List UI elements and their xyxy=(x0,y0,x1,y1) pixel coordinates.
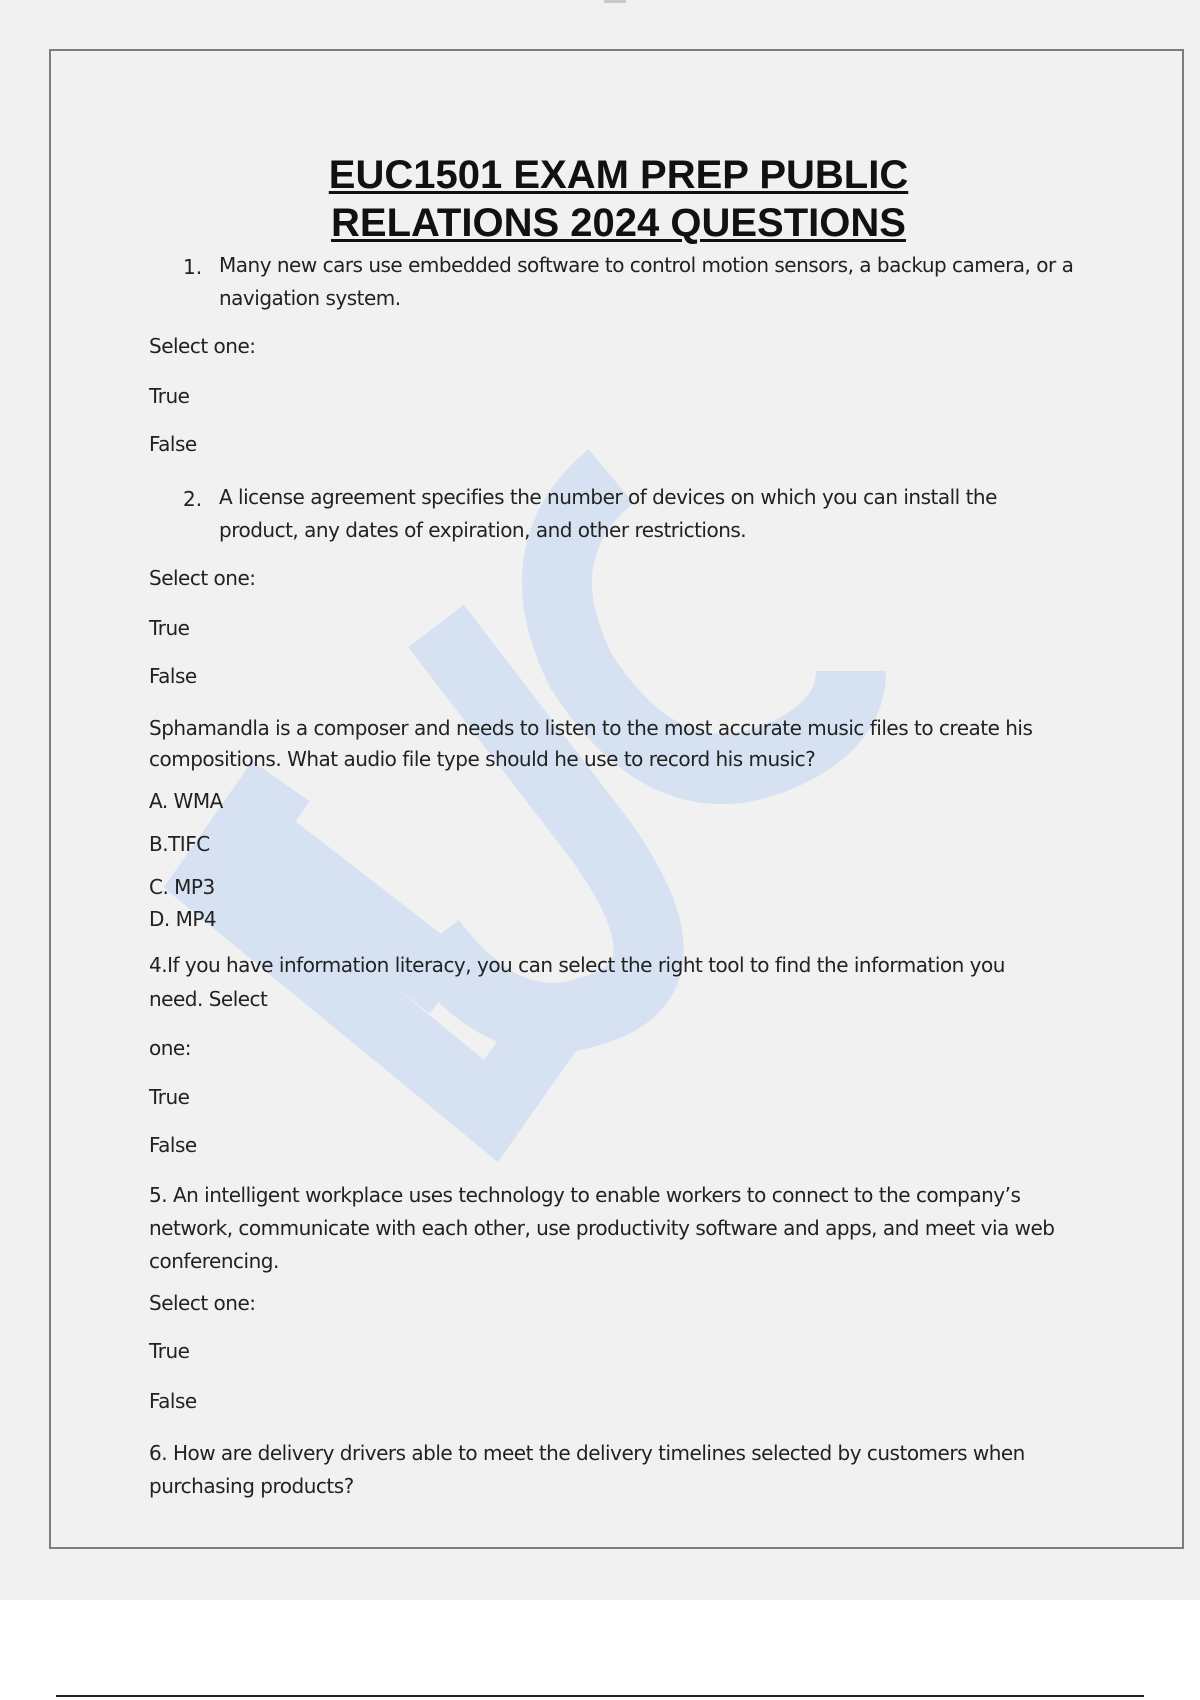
question-4-option-true: True xyxy=(149,1085,190,1109)
question-4-text-line-1: 4.If you have information literacy, you can select the right tool to find the information you xyxy=(149,953,1005,977)
question-5-option-false: False xyxy=(149,1389,197,1413)
question-1-text: Many new cars use embedded software to control motion sensors, a backup camera, or a navigation system. xyxy=(219,253,1074,310)
title-line-1: EUC1501 EXAM PREP PUBLIC xyxy=(328,153,909,197)
question-3-option-a: A. WMA xyxy=(149,789,223,813)
question-3-text: Sphamandla is a composer and needs to listen to the most accurate music files to create his compositions. What audio file type should he use to record his music? xyxy=(149,716,1033,771)
question-3-option-b: B.TIFC xyxy=(149,832,210,856)
question-4-option-false: False xyxy=(149,1133,197,1157)
question-2-number: 2. xyxy=(183,487,203,511)
question-1-number: 1. xyxy=(183,255,203,279)
question-6-text: 6. How are delivery drivers able to meet the delivery timelines selected by customers when purchasing products? xyxy=(149,1441,1025,1498)
page-bottom-rule xyxy=(56,1695,1144,1697)
question-1-option-true: True xyxy=(149,384,190,408)
question-5-text: 5. An intelligent workplace uses technology to enable workers to connect to the company’s network, communicate with each other, use productivity software and apps, and meet via web conferencing. xyxy=(149,1183,1055,1273)
question-4-text-line-3: one: xyxy=(149,1036,191,1060)
question-2-select-label: Select one: xyxy=(149,566,256,590)
document-page xyxy=(49,49,1184,1549)
question-5-option-true: True xyxy=(149,1339,190,1363)
title-line-2: RELATIONS 2024 QUESTIONS xyxy=(331,201,906,245)
question-5-select-label: Select one: xyxy=(149,1291,256,1315)
document-title xyxy=(51,151,1184,247)
question-4-text-line-2: need. Select xyxy=(149,987,268,1011)
question-2-option-true: True xyxy=(149,616,190,640)
page-top-marker xyxy=(604,0,626,3)
question-1-select-label: Select one: xyxy=(149,334,256,358)
question-2-option-false: False xyxy=(149,664,197,688)
question-3-option-d: D. MP4 xyxy=(149,907,217,931)
question-1-option-false: False xyxy=(149,432,197,456)
question-3-option-c: C. MP3 xyxy=(149,875,215,899)
question-2-text: A license agreement specifies the number of devices on which you can install the product, any dates of expiration, and other restrictions. xyxy=(219,485,997,542)
